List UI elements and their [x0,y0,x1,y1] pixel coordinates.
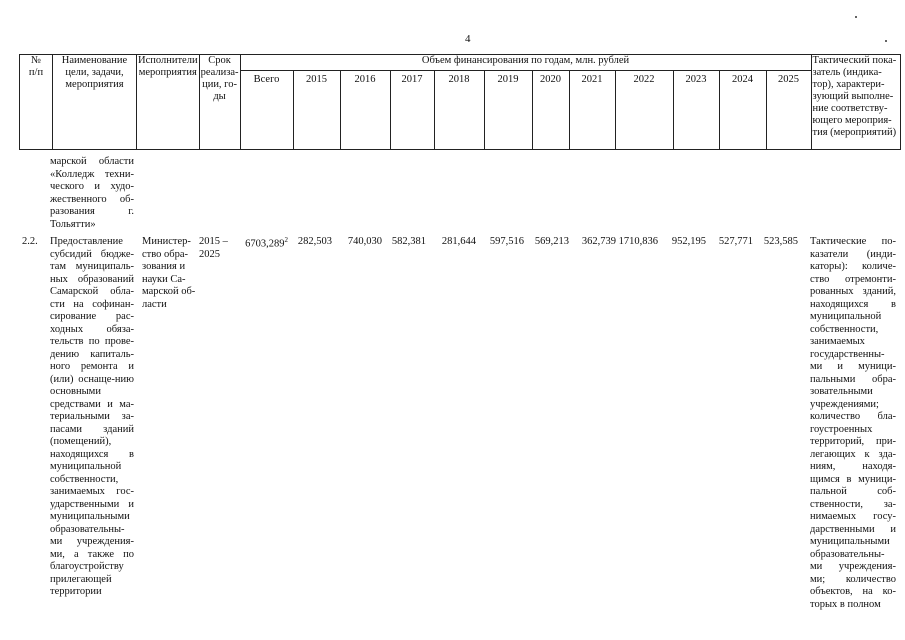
header-year: 2017 [390,71,434,150]
header-year: 2020 [532,71,569,150]
header-year: 2021 [569,71,615,150]
row-value: 523,585 [763,236,798,247]
header-funding: Объем финансирования по годам, млн. рублей [240,55,811,71]
header-total: Всего [240,71,293,150]
header-year: 2016 [340,71,390,150]
row-name: Предоставление субсидий бюдже-там муниципаль-ных образований Самарской обла-сти на софинан-сирование рас-ходных обяза-тельств по прове-дению капиталь-ного ремонта и (или) оснаще-нию основными средствами и ма-териальными за-пасами зданий (помещений), находящихся в муниципальной собственности, занимаемых гос-ударственными и муниципальными образовательны-ми учреждения-ми, а также по благоустройству прилегающей территории [50,236,134,597]
row-indicator: Тактические по-казатели (инди-каторы): количе-ство отремонти-рованных зданий, находящихся в муниципальной собственности, занимаемых государственны-ми и муници-пальными обра-зовательными учреждениями; количество бла-гоустроенных территорий, при-легающих к зда-ниям, находя-щимся в муници-пальной соб-ственности, за-нимаемых госу-дарственными и муниципальными образовательны-ми учреждения-ми; количество объектов, на ко-торых в полном [810,236,896,610]
speck [885,40,887,42]
continuation-text: марской области «Колледж техни-ческого и худо-жественного об-разования г. Тольятти» [50,156,134,230]
header-name: Наименование цели, задачи, мероприятия [53,55,137,150]
header-table [19,54,901,150]
header-year: 2015 [293,71,340,150]
header-year: 2022 [615,71,673,150]
header-term: Срок реализа-ции, го-ды [199,55,240,150]
row-value: 569,213 [534,236,569,247]
row-value: 1710,836 [618,236,658,247]
header-year: 2019 [484,71,532,150]
header-year: 2023 [673,71,719,150]
header-executor: Исполнители мероприятия [137,55,200,150]
page-number: 4 [465,33,471,45]
row-value: 281,644 [441,236,476,247]
row-value: 527,771 [718,236,753,247]
row-value: 362,739 [581,236,616,247]
row-value: 282,503 [297,236,332,247]
row-number: 2.2. [22,236,38,247]
row-value: 582,381 [391,236,426,247]
speck [855,16,857,18]
row-total: 6703,289$^2$ [245,236,288,250]
header-year: 2024 [719,71,766,150]
row-value: 740,030 [347,236,382,247]
header-indicator: Тактический пока-затель (индика-тор), характери-зующий выполне-ние соответству-ющего мероприя-тия (мероприятий) [811,55,900,150]
row-term: 2015 – 2025 [199,236,228,260]
header-num: № п/п [20,55,53,150]
header-year: 2025 [766,71,811,150]
header-year: 2018 [434,71,484,150]
row-value: 597,516 [489,236,524,247]
row-value: 952,195 [671,236,706,247]
row-executor: Министер-ство обра-зования и науки Са-марской об-ласти [142,236,196,310]
